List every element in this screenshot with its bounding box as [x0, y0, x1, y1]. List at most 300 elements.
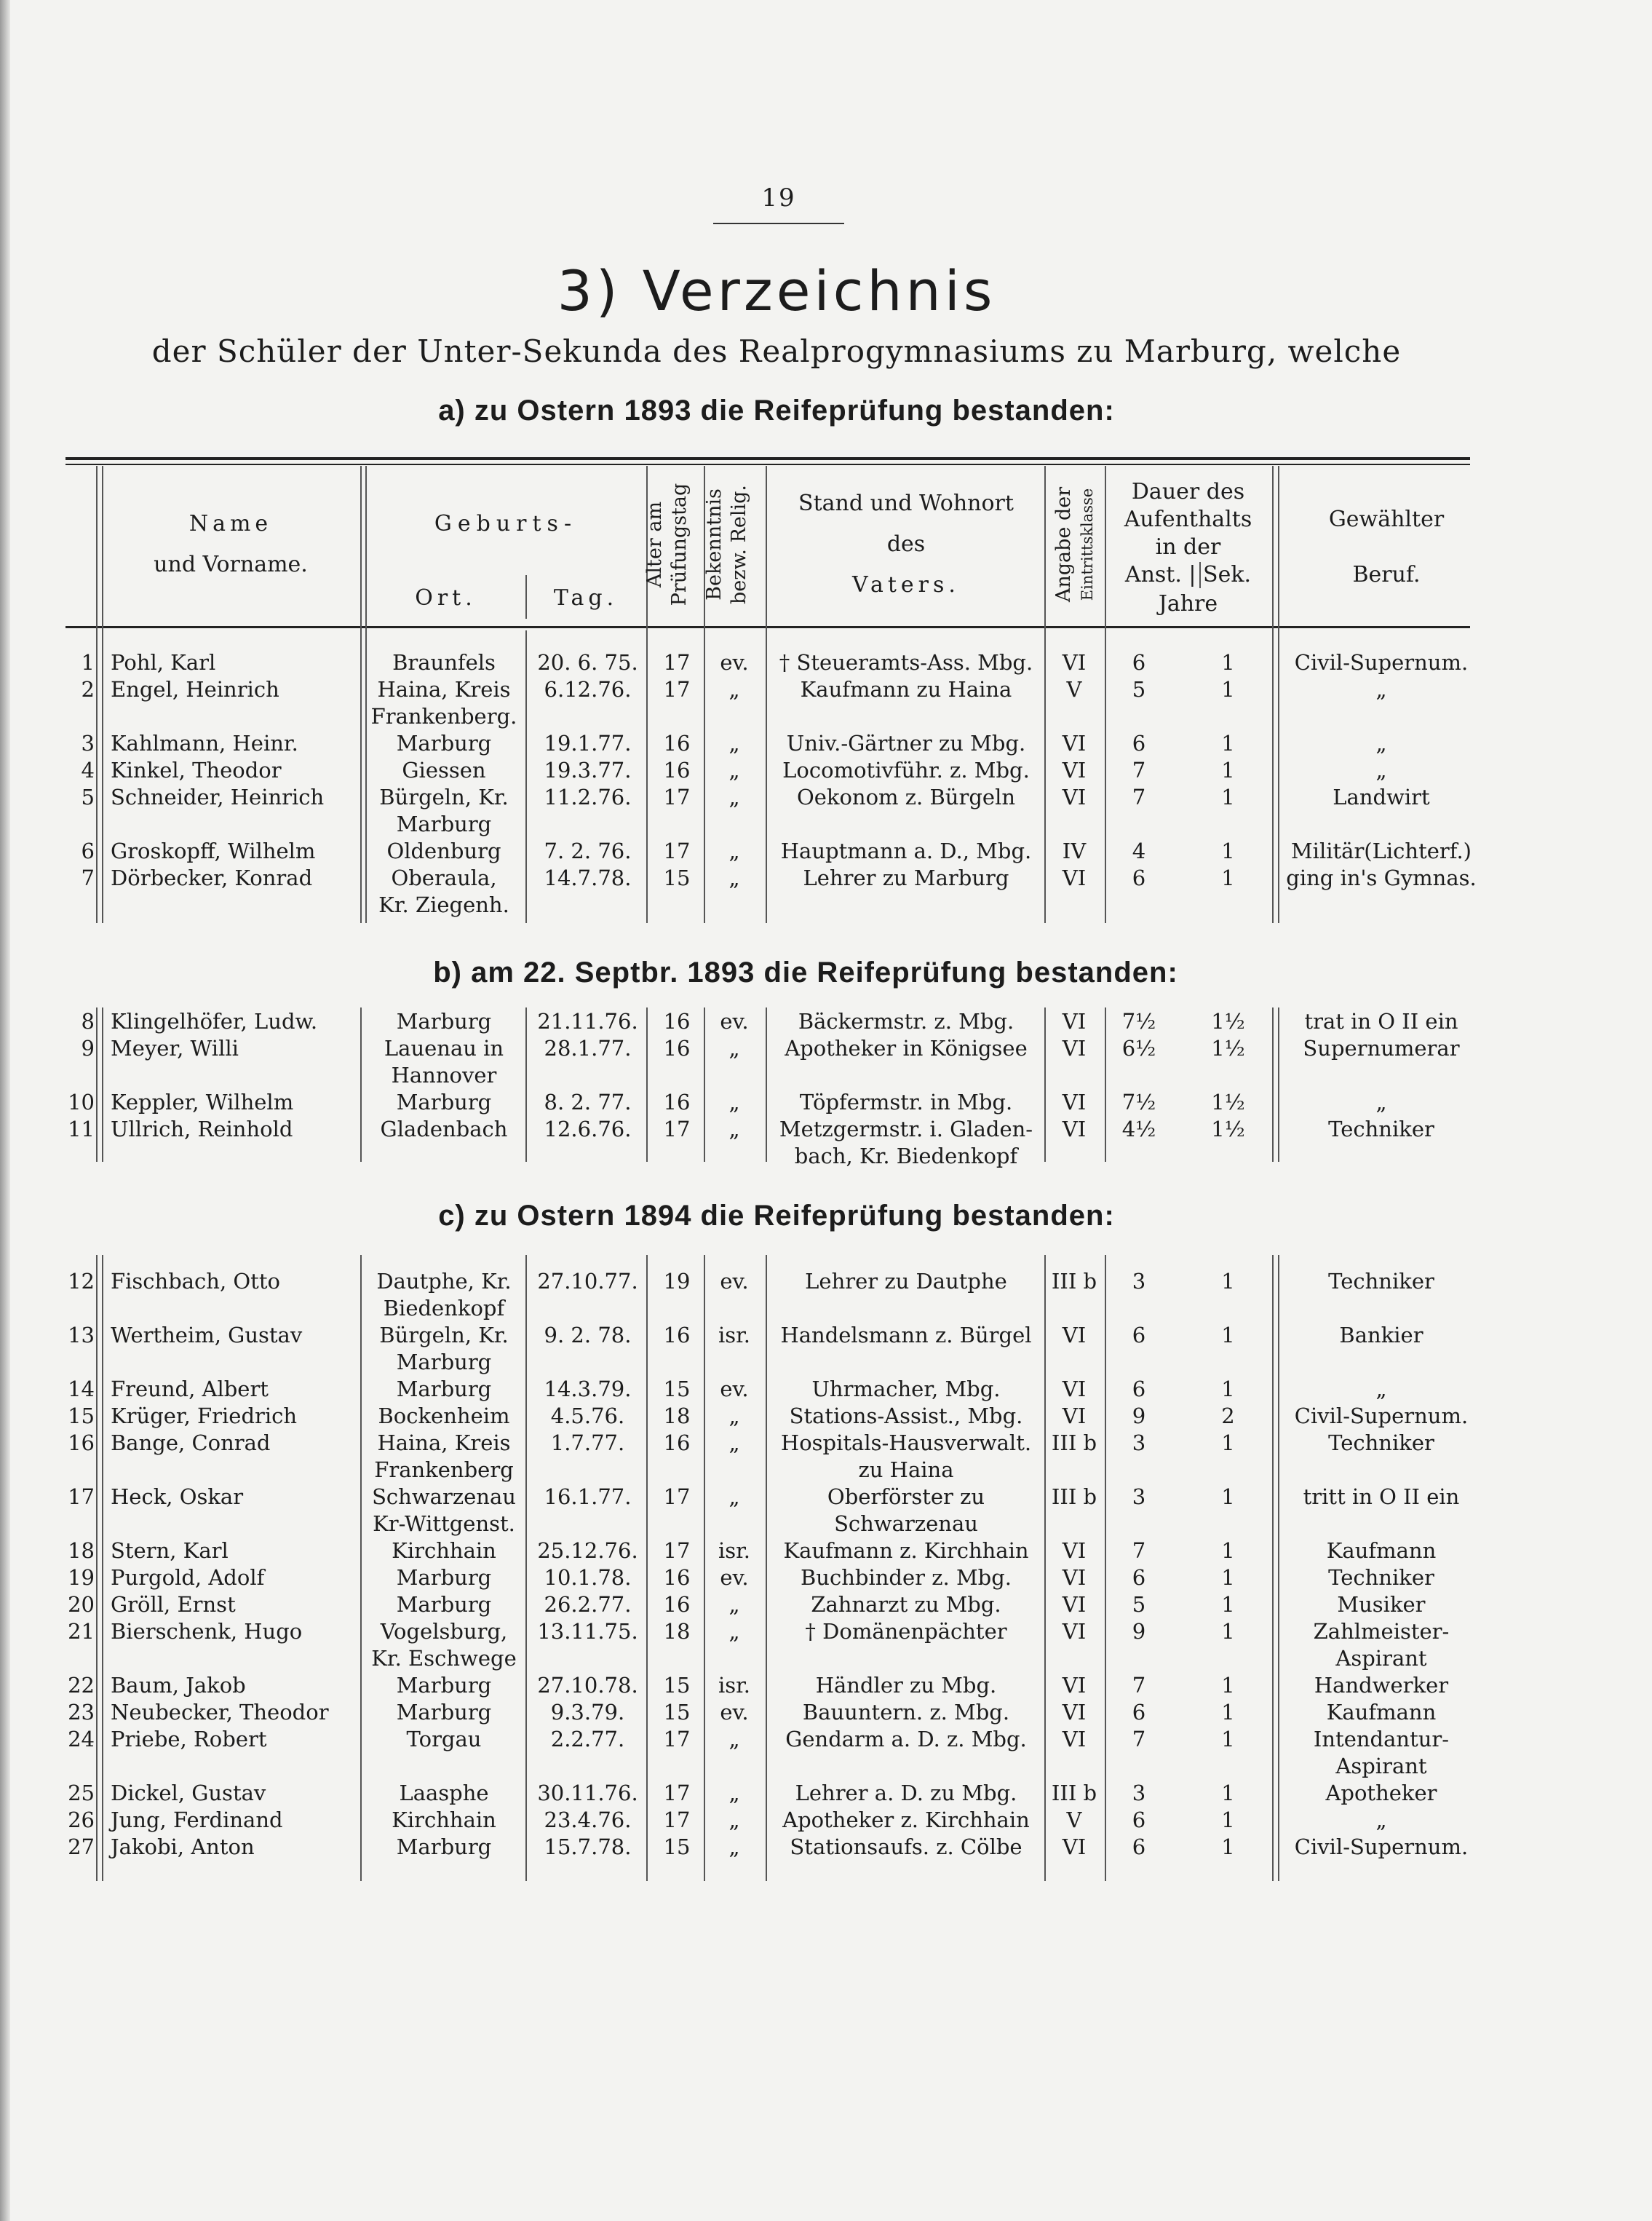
- chosen-profession: „: [1375, 1090, 1387, 1115]
- father-occupation: Oekonom z. Bürgeln: [796, 785, 1016, 809]
- years-institution: 6: [1132, 1834, 1146, 1859]
- religion: „: [728, 1484, 740, 1509]
- row-number: 6: [81, 839, 95, 863]
- page-title: 3) Verzeichnis: [557, 258, 996, 323]
- father-occupation: Oberförster zu: [827, 1484, 985, 1509]
- student-name: Groskopff, Wilhelm: [111, 839, 316, 863]
- entry-class: VI: [1062, 785, 1087, 809]
- table-row: [0, 1726, 1652, 1753]
- birth-date: 12.6.76.: [544, 1117, 632, 1141]
- religion: „: [728, 785, 740, 809]
- student-name: Baum, Jakob: [111, 1673, 246, 1698]
- header-stand-2: des: [886, 531, 926, 557]
- student-name: Dickel, Gustav: [111, 1781, 266, 1805]
- birth-place: Marburg: [396, 1834, 492, 1859]
- birth-place: Marburg: [396, 1090, 492, 1115]
- chosen-profession: „: [1375, 731, 1387, 756]
- years-institution: 7: [1132, 758, 1146, 783]
- father-occupation: Apotheker in Königsee: [785, 1036, 1028, 1061]
- age-at-exam: 19: [663, 1269, 691, 1294]
- age-at-exam: 16: [663, 1430, 691, 1455]
- chosen-profession: Bankier: [1339, 1323, 1423, 1347]
- table-row: [0, 1780, 1652, 1807]
- entry-class: VI: [1062, 1727, 1087, 1751]
- row-number: 3: [81, 731, 95, 756]
- years-sekunda: 1½: [1211, 1009, 1245, 1034]
- years-institution: 3: [1132, 1430, 1146, 1455]
- table-row: [0, 1753, 1652, 1780]
- years-sekunda: 1½: [1211, 1090, 1245, 1115]
- father-occupation: Stations-Assist., Mbg.: [789, 1404, 1023, 1428]
- chosen-profession: Handwerker: [1314, 1673, 1449, 1698]
- years-institution: 4½: [1121, 1117, 1156, 1141]
- age-at-exam: 16: [663, 1565, 691, 1590]
- header-bottom-rule: [65, 626, 1470, 628]
- birth-place: Giessen: [402, 758, 486, 783]
- age-at-exam: 17: [663, 677, 691, 702]
- birth-place: Frankenberg.: [370, 704, 517, 729]
- age-at-exam: 18: [663, 1619, 691, 1644]
- father-occupation: zu Haina: [858, 1457, 954, 1482]
- father-occupation: † Steueramts-Ass. Mbg.: [779, 650, 1033, 675]
- years-sekunda: 1½: [1211, 1036, 1245, 1061]
- row-number: 2: [81, 677, 95, 702]
- chosen-profession: Kaufmann: [1326, 1538, 1437, 1563]
- father-occupation: Uhrmacher, Mbg.: [811, 1377, 1001, 1401]
- table-top-rule-thick: [65, 457, 1470, 460]
- father-occupation: Lehrer zu Marburg: [803, 866, 1009, 890]
- years-sekunda: 2: [1221, 1404, 1235, 1428]
- birth-date: 27.10.78.: [537, 1673, 638, 1698]
- religion: „: [728, 1090, 740, 1115]
- row-number: 27: [68, 1834, 95, 1859]
- chosen-profession: Techniker: [1328, 1565, 1434, 1590]
- birth-place: Marburg: [396, 1009, 492, 1034]
- chosen-profession: Zahlmeister-: [1313, 1619, 1450, 1644]
- birth-date: 4.5.76.: [550, 1404, 625, 1428]
- age-at-exam: 15: [663, 1834, 691, 1859]
- religion: „: [728, 1808, 740, 1832]
- birth-date: 9.3.79.: [550, 1700, 625, 1725]
- chosen-profession: Aspirant: [1335, 1754, 1427, 1778]
- years-institution: 3: [1132, 1484, 1146, 1509]
- entry-class: VI: [1062, 1036, 1087, 1061]
- birth-place: Frankenberg: [374, 1457, 514, 1482]
- birth-date: 19.1.77.: [544, 731, 632, 756]
- student-name: Kinkel, Theodor: [111, 758, 282, 783]
- table-row: [0, 1672, 1652, 1699]
- row-number: 9: [81, 1036, 95, 1061]
- birth-place: Marburg: [396, 1350, 492, 1374]
- row-number: 13: [68, 1323, 95, 1347]
- row-number: 23: [68, 1700, 95, 1725]
- birth-date: 21.11.76.: [537, 1009, 638, 1034]
- birth-date: 6.12.76.: [544, 677, 632, 702]
- father-occupation: Bäckermstr. z. Mbg.: [798, 1009, 1014, 1034]
- years-sekunda: 1: [1221, 677, 1235, 702]
- table-row: [0, 1645, 1652, 1672]
- table-row: [0, 1089, 1652, 1116]
- row-number: 8: [81, 1009, 95, 1034]
- years-sekunda: 1: [1221, 866, 1235, 890]
- table-row: [0, 757, 1652, 784]
- entry-class: VI: [1062, 1565, 1087, 1590]
- religion: ev.: [720, 1565, 749, 1590]
- student-name: Ullrich, Reinhold: [111, 1117, 293, 1141]
- birth-date: 1.7.77.: [550, 1430, 625, 1455]
- birth-date: 10.1.78.: [544, 1565, 632, 1590]
- father-occupation: Gendarm a. D. z. Mbg.: [785, 1727, 1027, 1751]
- page-subtitle: der Schüler der Unter-Sekunda des Realprogymnasiums zu Marburg, welche: [151, 333, 1402, 369]
- years-institution: 6: [1132, 1808, 1146, 1832]
- chosen-profession: Kaufmann: [1326, 1700, 1437, 1725]
- years-institution: 6½: [1121, 1036, 1156, 1061]
- birth-date: 20. 6. 75.: [537, 650, 638, 675]
- student-name: Neubecker, Theodor: [111, 1700, 329, 1725]
- birth-place: Marburg: [396, 1565, 492, 1590]
- table-row: [0, 1699, 1652, 1726]
- table-row: [0, 1062, 1652, 1089]
- table-row: [0, 676, 1652, 703]
- header-dauer-1: Dauer des: [1131, 479, 1245, 504]
- religion: „: [728, 1727, 740, 1751]
- age-at-exam: 15: [663, 1377, 691, 1401]
- row-number: 20: [68, 1592, 95, 1617]
- father-occupation: Bauuntern. z. Mbg.: [802, 1700, 1010, 1725]
- entry-class: VI: [1062, 1619, 1087, 1644]
- years-sekunda: 1: [1221, 650, 1235, 675]
- birth-date: 7. 2. 76.: [544, 839, 632, 863]
- father-occupation: bach, Kr. Biedenkopf: [794, 1144, 1018, 1168]
- birth-date: 30.11.76.: [537, 1781, 638, 1805]
- birth-place: Braunfels: [392, 650, 496, 675]
- header-dauer-5: Jahre: [1158, 591, 1218, 617]
- entry-class: VI: [1062, 650, 1087, 675]
- student-name: Meyer, Willi: [111, 1036, 239, 1061]
- years-sekunda: 1: [1221, 758, 1235, 783]
- header-bekenntnis-2: bezw. Relig.: [728, 485, 750, 605]
- birth-place: Marburg: [396, 1673, 492, 1698]
- father-occupation: Metzgermstr. i. Gladen-: [779, 1117, 1033, 1141]
- age-at-exam: 16: [663, 1009, 691, 1034]
- page-number: 19: [761, 183, 796, 213]
- student-name: Stern, Karl: [111, 1538, 229, 1563]
- chosen-profession: trat in O II ein: [1304, 1009, 1458, 1034]
- religion: „: [728, 1834, 740, 1859]
- birth-date: 13.11.75.: [537, 1619, 638, 1644]
- header-vorname: und Vorname.: [154, 552, 308, 577]
- age-at-exam: 15: [663, 1700, 691, 1725]
- chosen-profession: tritt in O II ein: [1303, 1484, 1460, 1509]
- student-name: Pohl, Karl: [111, 650, 216, 675]
- years-sekunda: 1: [1221, 1592, 1235, 1617]
- table-row: [0, 1807, 1652, 1834]
- student-name: Bierschenk, Hugo: [111, 1619, 303, 1644]
- section-heading-a: a) zu Ostern 1893 die Reifeprüfung bestanden:: [438, 395, 1115, 427]
- chosen-profession: Intendantur-: [1313, 1727, 1450, 1751]
- table-row: [0, 892, 1652, 919]
- student-name: Gröll, Ernst: [111, 1592, 236, 1617]
- chosen-profession: Apotheker: [1325, 1781, 1437, 1805]
- years-sekunda: 1: [1221, 1781, 1235, 1805]
- row-number: 1: [81, 650, 95, 675]
- entry-class: VI: [1062, 1117, 1087, 1141]
- age-at-exam: 18: [663, 1404, 691, 1428]
- age-at-exam: 15: [663, 866, 691, 890]
- entry-class: III b: [1051, 1269, 1097, 1294]
- row-number: 19: [68, 1565, 95, 1590]
- years-sekunda: 1: [1221, 1430, 1235, 1455]
- table-row: [0, 1143, 1652, 1170]
- table-row: [0, 1618, 1652, 1645]
- religion: ev.: [720, 1009, 749, 1034]
- chosen-profession: Civil-Supernum.: [1294, 1404, 1469, 1428]
- years-institution: 6: [1132, 1565, 1146, 1590]
- years-institution: 6: [1132, 866, 1146, 890]
- row-number: 25: [68, 1781, 95, 1805]
- birth-date: 15.7.78.: [544, 1834, 632, 1859]
- header-alter-2: Prüfungstag: [668, 483, 691, 606]
- birth-date: 28.1.77.: [544, 1036, 632, 1061]
- entry-class: VI: [1062, 1700, 1087, 1725]
- years-sekunda: 1: [1221, 839, 1235, 863]
- birth-place: Lauenau in: [384, 1036, 504, 1061]
- table-top-rule-thin: [65, 464, 1470, 465]
- birth-date: 14.3.79.: [544, 1377, 632, 1401]
- row-number: 12: [68, 1269, 95, 1294]
- years-institution: 7: [1132, 1538, 1146, 1563]
- page-number-rule: [713, 223, 844, 224]
- chosen-profession: Techniker: [1328, 1430, 1434, 1455]
- entry-class: VI: [1062, 1090, 1087, 1115]
- years-sekunda: 1: [1221, 1808, 1235, 1832]
- birth-date: 25.12.76.: [537, 1538, 638, 1563]
- father-occupation: Zahnarzt zu Mbg.: [811, 1592, 1001, 1617]
- table-row: [0, 838, 1652, 865]
- birth-date: 27.10.77.: [537, 1269, 638, 1294]
- religion: „: [728, 1592, 740, 1617]
- chosen-profession: Civil-Supernum.: [1294, 650, 1469, 675]
- years-institution: 6: [1132, 1700, 1146, 1725]
- birth-place: Marburg: [396, 812, 492, 836]
- father-occupation: Lehrer zu Dautphe: [805, 1269, 1007, 1294]
- religion: isr.: [718, 1538, 751, 1563]
- student-name: Freund, Albert: [111, 1377, 269, 1401]
- age-at-exam: 16: [663, 1323, 691, 1347]
- student-name: Purgold, Adolf: [111, 1565, 265, 1590]
- chosen-profession: Civil-Supernum.: [1294, 1834, 1469, 1859]
- years-sekunda: 1: [1221, 1377, 1235, 1401]
- father-occupation: Kaufmann zu Haina: [800, 677, 1012, 702]
- student-name: Keppler, Wilhelm: [111, 1090, 294, 1115]
- row-number: 18: [68, 1538, 95, 1563]
- header-name: Name: [188, 511, 273, 537]
- years-sekunda: 1: [1221, 1700, 1235, 1725]
- age-at-exam: 16: [663, 758, 691, 783]
- father-occupation: Händler zu Mbg.: [815, 1673, 997, 1698]
- entry-class: VI: [1062, 866, 1087, 890]
- religion: „: [728, 1430, 740, 1455]
- years-institution: 7: [1132, 1673, 1146, 1698]
- birth-place: Marburg: [396, 731, 492, 756]
- student-name: Engel, Heinrich: [111, 677, 279, 702]
- religion: ev.: [720, 1377, 749, 1401]
- entry-class: VI: [1062, 731, 1087, 756]
- header-alter-1: Alter am: [643, 501, 666, 588]
- header-bekenntnis-1: Bekenntnis: [703, 488, 726, 601]
- birth-date: 23.4.76.: [544, 1808, 632, 1832]
- birth-date: 16.1.77.: [544, 1484, 632, 1509]
- age-at-exam: 15: [663, 1673, 691, 1698]
- age-at-exam: 17: [663, 1117, 691, 1141]
- years-sekunda: 1: [1221, 731, 1235, 756]
- entry-class: V: [1066, 677, 1082, 702]
- table-row: [0, 1008, 1652, 1035]
- chosen-profession: Musiker: [1337, 1592, 1426, 1617]
- header-stand-3: Vaters.: [852, 572, 960, 598]
- table-row: [0, 1349, 1652, 1376]
- table-row: [0, 1322, 1652, 1349]
- student-name: Jakobi, Anton: [111, 1834, 255, 1859]
- birth-place: Haina, Kreis: [377, 677, 511, 702]
- years-sekunda: 1: [1221, 1538, 1235, 1563]
- student-name: Bange, Conrad: [111, 1430, 271, 1455]
- header-ort: Ort.: [415, 585, 477, 611]
- birth-place: Marburg: [396, 1700, 492, 1725]
- years-institution: 5: [1132, 1592, 1146, 1617]
- table-row: [0, 811, 1652, 838]
- father-occupation: Hauptmann a. D., Mbg.: [780, 839, 1032, 863]
- birth-place: Oldenburg: [386, 839, 501, 863]
- table-row: [0, 1035, 1652, 1062]
- years-sekunda: 1½: [1211, 1117, 1245, 1141]
- years-sekunda: 1: [1221, 1484, 1235, 1509]
- years-sekunda: 1: [1221, 1673, 1235, 1698]
- birth-place: Bockenheim: [378, 1404, 510, 1428]
- age-at-exam: 16: [663, 1090, 691, 1115]
- column-line: [525, 575, 527, 619]
- birth-place: Bürgeln, Kr.: [379, 1323, 509, 1347]
- student-name: Jung, Ferdinand: [111, 1808, 283, 1832]
- birth-date: 11.2.76.: [544, 785, 632, 809]
- age-at-exam: 17: [663, 1808, 691, 1832]
- header-dauer-3: in der: [1155, 534, 1221, 560]
- table-row: [0, 1430, 1652, 1457]
- father-occupation: Univ.-Gärtner zu Mbg.: [786, 731, 1026, 756]
- table-row: [0, 1484, 1652, 1511]
- religion: „: [728, 1036, 740, 1061]
- religion: „: [728, 677, 740, 702]
- father-occupation: Töpfermstr. in Mbg.: [799, 1090, 1013, 1115]
- birth-place: Torgau: [406, 1727, 482, 1751]
- row-number: 7: [81, 866, 95, 890]
- table-row: [0, 1268, 1652, 1295]
- years-institution: 6: [1132, 1323, 1146, 1347]
- chosen-profession: „: [1375, 1808, 1387, 1832]
- years-institution: 7: [1132, 785, 1146, 809]
- entry-class: VI: [1062, 1592, 1087, 1617]
- religion: ev.: [720, 1700, 749, 1725]
- header-beruf-2: Beruf.: [1352, 562, 1421, 587]
- father-occupation: Buchbinder z. Mbg.: [801, 1565, 1012, 1590]
- chosen-profession: Landwirt: [1333, 785, 1430, 809]
- row-number: 17: [68, 1484, 95, 1509]
- years-institution: 6: [1132, 731, 1146, 756]
- entry-class: VI: [1062, 758, 1087, 783]
- table-row: [0, 1564, 1652, 1591]
- chosen-profession: Techniker: [1328, 1117, 1434, 1141]
- birth-place: Oberaula,: [391, 866, 497, 890]
- row-number: 21: [68, 1619, 95, 1644]
- birth-place: Kr. Ziegenh.: [378, 892, 509, 917]
- birth-date: 2.2.77.: [550, 1727, 625, 1751]
- table-row: [0, 1591, 1652, 1618]
- years-institution: 9: [1132, 1404, 1146, 1428]
- chosen-profession: ging in's Gymnas.: [1286, 866, 1477, 890]
- birth-place: Marburg: [396, 1377, 492, 1401]
- birth-date: 9. 2. 78.: [544, 1323, 632, 1347]
- years-sekunda: 1: [1221, 785, 1235, 809]
- chosen-profession: Supernumerar: [1303, 1036, 1460, 1061]
- chosen-profession: „: [1375, 1377, 1387, 1401]
- religion: isr.: [718, 1323, 751, 1347]
- entry-class: VI: [1062, 1673, 1087, 1698]
- religion: ev.: [720, 650, 749, 675]
- age-at-exam: 16: [663, 731, 691, 756]
- years-sekunda: 1: [1221, 1619, 1235, 1644]
- entry-class: VI: [1062, 1404, 1087, 1428]
- age-at-exam: 17: [663, 1484, 691, 1509]
- table-row: [0, 1376, 1652, 1403]
- section-heading-b: b) am 22. Septbr. 1893 die Reifeprüfung bestanden:: [433, 957, 1178, 989]
- religion: „: [728, 1404, 740, 1428]
- religion: „: [728, 1619, 740, 1644]
- age-at-exam: 16: [663, 1036, 691, 1061]
- chosen-profession: Aspirant: [1335, 1646, 1427, 1671]
- years-institution: 7½: [1121, 1009, 1156, 1034]
- chosen-profession: Militär(Lichterf.): [1290, 839, 1472, 863]
- birth-place: Kr-Wittgenst.: [373, 1511, 515, 1536]
- row-number: 26: [68, 1808, 95, 1832]
- entry-class: VI: [1062, 1377, 1087, 1401]
- header-angabe-2: Eintrittsklasse: [1079, 488, 1096, 601]
- birth-date: 19.3.77.: [544, 758, 632, 783]
- birth-place: Biedenkopf: [383, 1296, 505, 1321]
- entry-class: VI: [1062, 1323, 1087, 1347]
- header-beruf-1: Gewählter: [1328, 507, 1445, 532]
- father-occupation: Lehrer a. D. zu Mbg.: [795, 1781, 1017, 1805]
- header-angabe-1: Angabe der: [1052, 486, 1075, 603]
- table-row: [0, 730, 1652, 757]
- header-dauer-4: Anst. | Sek.: [1124, 562, 1252, 587]
- entry-class: V: [1066, 1808, 1082, 1832]
- birth-place: Vogelsburg,: [380, 1619, 508, 1644]
- religion: „: [728, 839, 740, 863]
- father-occupation: Handelsmann z. Bürgel: [780, 1323, 1032, 1347]
- age-at-exam: 17: [663, 1538, 691, 1563]
- father-occupation: Apotheker z. Kirchhain: [782, 1808, 1030, 1832]
- birth-place: Laasphe: [399, 1781, 489, 1805]
- years-institution: 3: [1132, 1269, 1146, 1294]
- father-occupation: † Domänenpächter: [805, 1619, 1007, 1644]
- religion: isr.: [718, 1673, 751, 1698]
- table-row: [0, 784, 1652, 811]
- table-row: [0, 1511, 1652, 1537]
- years-institution: 4: [1132, 839, 1146, 863]
- row-number: 14: [68, 1377, 95, 1401]
- years-institution: 3: [1132, 1781, 1146, 1805]
- religion: ev.: [720, 1269, 749, 1294]
